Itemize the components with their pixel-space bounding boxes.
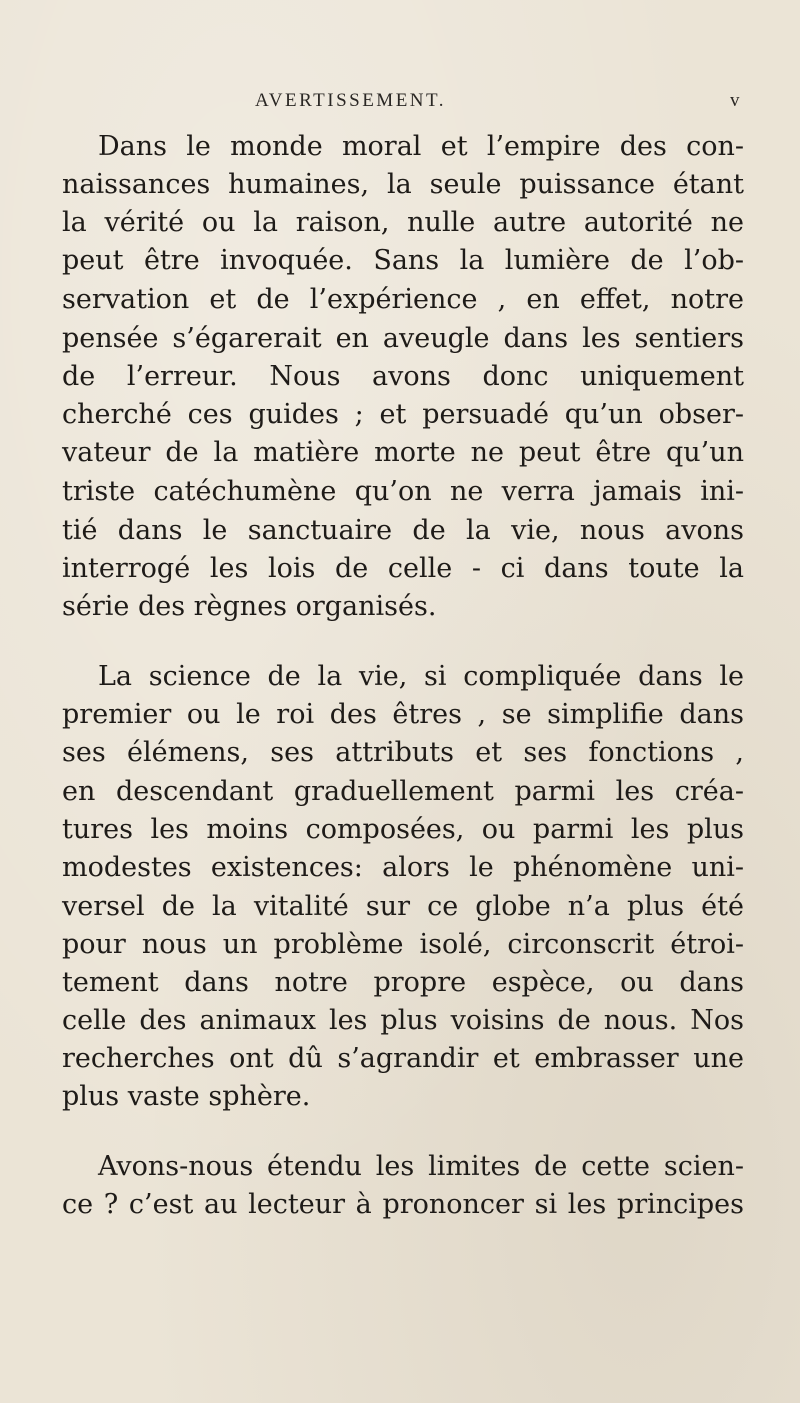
text-line: interrogé les lois de celle - ci dans toute la xyxy=(62,553,744,584)
text-line: modestes existences: alors le phénomène uni- xyxy=(62,852,744,883)
text-line: tures les moins composées, ou parmi les plus xyxy=(62,814,744,845)
running-head xyxy=(0,90,800,120)
running-title: AVERTISSEMENT. xyxy=(255,90,446,111)
text-line: tement dans notre propre espèce, ou dans xyxy=(62,967,744,998)
text-line: Dans le monde moral et l’empire des con- xyxy=(98,131,744,162)
text-line: Avons-nous étendu les limites de cette scien- xyxy=(98,1151,744,1182)
text-line: celle des animaux les plus voisins de nous. Nos xyxy=(62,1005,744,1036)
text-line: ce ? c’est au lecteur à prononcer si les principes xyxy=(62,1189,744,1220)
text-line: vateur de la matière morte ne peut être qu’un xyxy=(62,437,744,468)
text-line: La science de la vie, si compliquée dans le xyxy=(98,661,744,692)
text-line: plus vaste sphère. xyxy=(62,1081,311,1112)
text-line: ses élémens, ses attributs et ses fonctions , xyxy=(62,737,744,768)
text-line: en descendant graduellement parmi les créa- xyxy=(62,776,744,807)
text-line: série des règnes organisés. xyxy=(62,591,437,622)
text-line: premier ou le roi des êtres , se simplifie dans xyxy=(62,699,744,730)
text-line: servation et de l’expérience , en effet, notre xyxy=(62,284,744,315)
text-line: la vérité ou la raison, nulle autre autorité ne xyxy=(62,207,744,238)
text-line: versel de la vitalité sur ce globe n’a plus été xyxy=(62,891,744,922)
text-line: tié dans le sanctuaire de la vie, nous avons xyxy=(62,515,744,546)
text-line: pour nous un problème isolé, circonscrit étroi- xyxy=(62,929,744,960)
text-line: triste catéchumène qu’on ne verra jamais ini- xyxy=(62,476,744,507)
text-line: recherches ont dû s’agrandir et embrasser une xyxy=(62,1043,744,1074)
text-line: peut être invoquée. Sans la lumière de l’ob- xyxy=(62,245,744,276)
text-line: naissances humaines, la seule puissance étant xyxy=(62,169,744,200)
page-number: v xyxy=(730,90,740,111)
text-line: de l’erreur. Nous avons donc uniquement xyxy=(62,361,744,392)
text-line: cherché ces guides ; et persuadé qu’un obser- xyxy=(62,399,744,430)
text-line: pensée s’égarerait en aveugle dans les sentiers xyxy=(62,323,744,354)
